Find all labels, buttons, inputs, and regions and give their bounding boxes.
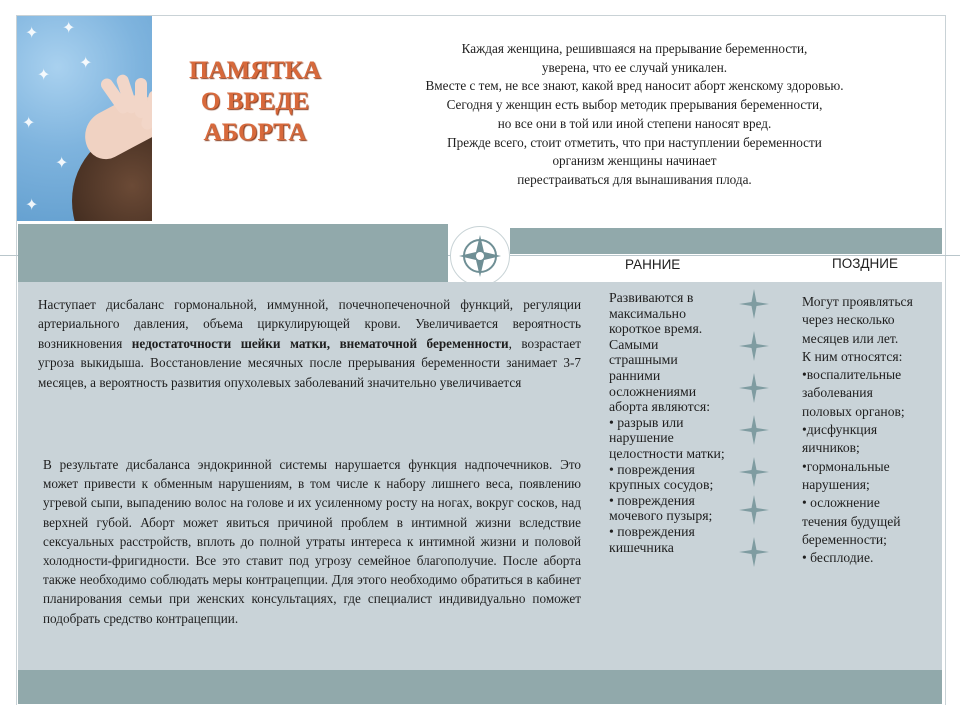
late-line: беременности;	[802, 531, 887, 547]
star-pattern-icon: ✦	[22, 115, 36, 132]
title-line: О ВРЕДЕ	[200, 88, 310, 115]
early-label: РАННИЕ	[625, 257, 681, 272]
para1-text-end: , возрастает угроза выкидыша. Восстановление месячных после прерывания беременности занимает 3-7 месяцев, а вероятность развития опухолевых заболеваний значительно увеличивается	[38, 335, 581, 390]
early-line: • разрыв или	[609, 414, 684, 430]
late-line: яичников;	[802, 440, 860, 456]
late-label: ПОЗДНИЕ	[832, 256, 898, 271]
header-band-left	[18, 224, 448, 282]
star-pattern-icon: ✦	[62, 20, 76, 37]
late-complications-column	[802, 293, 942, 567]
late-line: заболевания	[802, 385, 873, 401]
early-line: мочевого пузыря;	[609, 508, 713, 524]
early-line: крупных сосудов;	[609, 477, 714, 493]
late-line: через несколько	[802, 312, 895, 328]
intro-line: организм женщины начинает	[552, 153, 717, 169]
title-line: ПАМЯТКА	[188, 57, 321, 84]
star-pattern-icon: ✦	[25, 197, 39, 214]
late-line: половых органов;	[802, 403, 905, 419]
baby-photo	[17, 16, 152, 221]
sparkle-column	[737, 287, 771, 577]
four-point-star-icon	[739, 537, 769, 567]
late-line: К ним относятся:	[802, 348, 903, 364]
late-line: месяцев или лет.	[802, 330, 899, 346]
early-line: аборта являются:	[609, 399, 711, 415]
four-point-star-icon	[739, 289, 769, 319]
late-line: • бесплодие.	[802, 550, 874, 566]
compass-star-icon	[457, 233, 503, 279]
late-line: нарушения;	[802, 476, 870, 492]
header-band-right	[510, 228, 942, 254]
four-point-star-icon	[739, 495, 769, 525]
title-line: АБОРТА	[203, 119, 307, 146]
early-line: • повреждения	[609, 461, 695, 477]
intro-line: Сегодня у женщин есть выбор методик прерывания беременности,	[446, 97, 823, 113]
late-line: течения будущей	[802, 513, 901, 529]
frame-right-border	[945, 15, 946, 705]
late-line: •воспалительные	[802, 367, 902, 383]
star-pattern-icon: ✦	[55, 155, 69, 172]
intro-line: перестраиваться для вынашивания плода.	[517, 171, 752, 187]
early-line: Развиваются в	[609, 290, 694, 305]
early-complications-column	[609, 290, 749, 555]
hormonal-paragraph	[38, 295, 581, 392]
star-pattern-icon: ✦	[37, 67, 51, 84]
intro-line: Каждая женщина, решившаяся на прерывание беременности,	[461, 41, 808, 56]
late-line: Могут проявляться	[802, 294, 913, 309]
page-title	[165, 55, 345, 148]
early-line: максимально	[609, 305, 686, 321]
late-line: •дисфункция	[802, 422, 878, 438]
star-pattern-icon: ✦	[79, 55, 93, 72]
para1-text-start: Наступает дисбаланс гормональной, иммунной, почечнопеченочной функций, регуляции артериального давления, объема циркулирующей крови. Увеличивается вероятность возникновения	[38, 297, 581, 351]
intro-line: Прежде всего, стоит отметить, что при наступлении беременности	[447, 134, 822, 150]
early-line: ранними	[609, 367, 661, 383]
endocrine-paragraph: В результате дисбаланса эндокринной системы нарушается функция надпочечников. Это может привести к обменным нарушениям, в том числе к набору лишнего веса, появлению угревой сыпи, выпадению волос на голове и их усиленному росту на ногах, вокруг сосков, над верхней губой. Аборт может явиться причиной проблем в интимной жизни вследствие сексуальных расстройств, вплоть до полной утраты интереса к интимной жизни и половой холодности-фригидности. Все это ставит под угрозу семейное благополучие. После аборта также необходимо соблюдать меры контрацепции. Для этого необходимо обратиться в кабинет планирования семьи при женских консультациях, где специалист индивидуально поможет подобрать средство контрацепции.	[43, 457, 581, 626]
intro-line: Вместе с тем, не все знают, какой вред наносит аборт женскому здоровью.	[425, 78, 844, 94]
early-line: • повреждения	[609, 492, 695, 508]
four-point-star-icon	[739, 373, 769, 403]
star-pattern-icon: ✦	[25, 25, 39, 42]
early-line: Самыми	[609, 336, 659, 352]
four-point-star-icon	[739, 457, 769, 487]
early-line: целостности матки;	[609, 445, 725, 461]
frame-top-border	[16, 15, 946, 16]
intro-line: уверена, что ее случай уникален.	[541, 59, 728, 75]
early-line: нарушение	[609, 430, 674, 446]
para1-bold-text: недостаточности шейки матки, внематочной беременности	[131, 335, 509, 351]
footer-band	[18, 670, 942, 704]
early-line: короткое время.	[609, 321, 703, 337]
late-line: • осложнение	[802, 495, 880, 511]
late-line: •гормональные	[802, 458, 890, 474]
early-line: • повреждения	[609, 523, 695, 539]
four-point-star-icon	[739, 331, 769, 361]
early-line: страшными	[609, 352, 678, 368]
intro-text	[372, 40, 897, 190]
emblem-circle	[450, 226, 510, 286]
early-line: осложнениями	[609, 383, 697, 399]
four-point-star-icon	[739, 415, 769, 445]
intro-line: но все они в той или иной степени наносят вред.	[497, 115, 772, 131]
early-line: кишечника	[609, 539, 674, 555]
